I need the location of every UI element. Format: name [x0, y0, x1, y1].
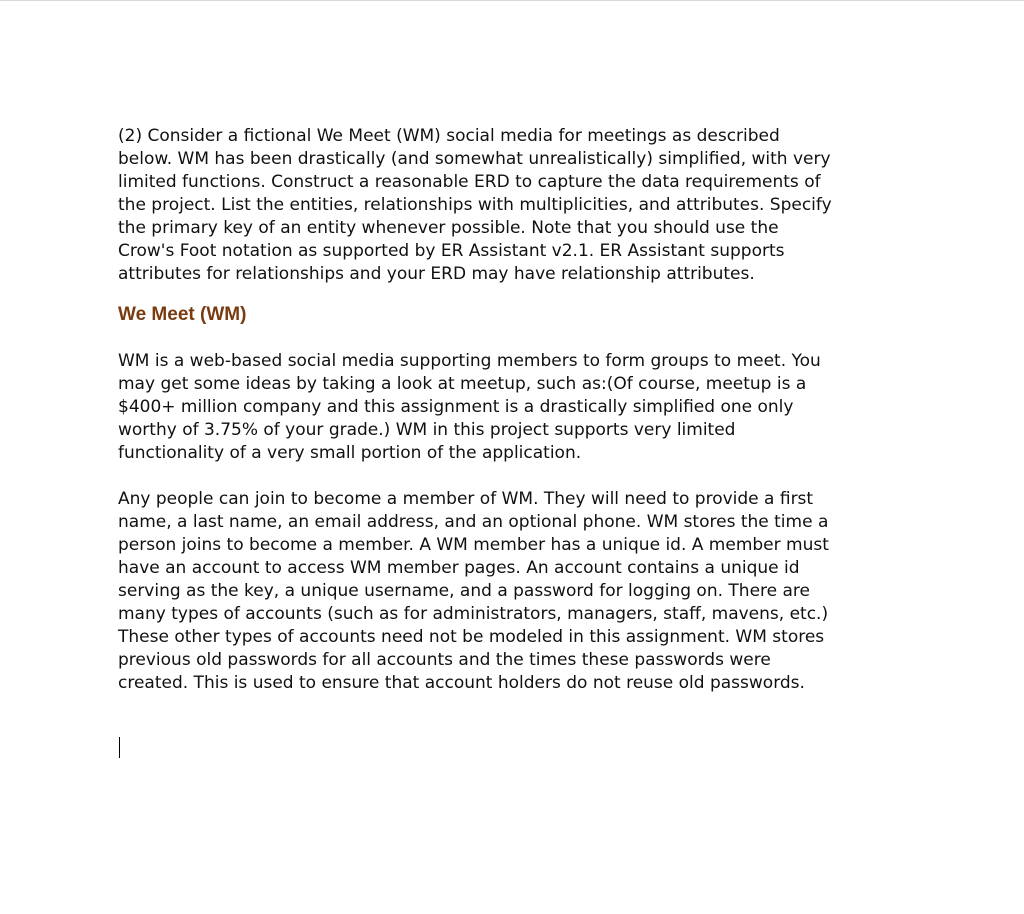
document-body[interactable] [118, 125, 928, 695]
intro-paragraph: (2) Consider a fictional We Meet (WM) social media for meetings as described below. WM has been drastically (and somewhat unrealistically) simplified, with very limited functions. Construct a reasonable ERD to capture the data requirements of the project. List the entities, relationships with multiplicities, and attributes. Specify the primary key of an entity whenever possible. Note that you should use the Crow's Foot notation as supported by ER Assistant v2.1. ER Assistant supports attributes for relationships and your ERD may have relationship attributes. [118, 126, 832, 284]
text-cursor[interactable] [119, 737, 120, 758]
section-heading: We Meet (WM) [118, 304, 247, 325]
paragraph-members: Any people can join to become a member of WM. They will need to provide a first name, a last name, an email address, and an optional phone. WM stores the time a person joins to become a member. A WM member has a unique id. A member must have an account to access WM member pages. An account contains a unique id serving as the key, a unique username, and a password for logging on. There are many types of accounts (such as for administrators, managers, staff, mavens, etc.) These other types of accounts need not be modeled in this assignment. WM stores previous old passwords for all accounts and the times these passwords were created. This is used to ensure that account holders do not reuse old passwords. [118, 489, 829, 693]
paragraph-overview: WM is a web-based social media supporting members to form groups to meet. You may get some ideas by taking a look at meetup, such as:(Of course, meetup is a $400+ million company and this assignment is a drastically simplified one only worthy of 3.75% of your grade.) WM in this project supports very limited functionality of a very small portion of the application. [118, 351, 821, 463]
